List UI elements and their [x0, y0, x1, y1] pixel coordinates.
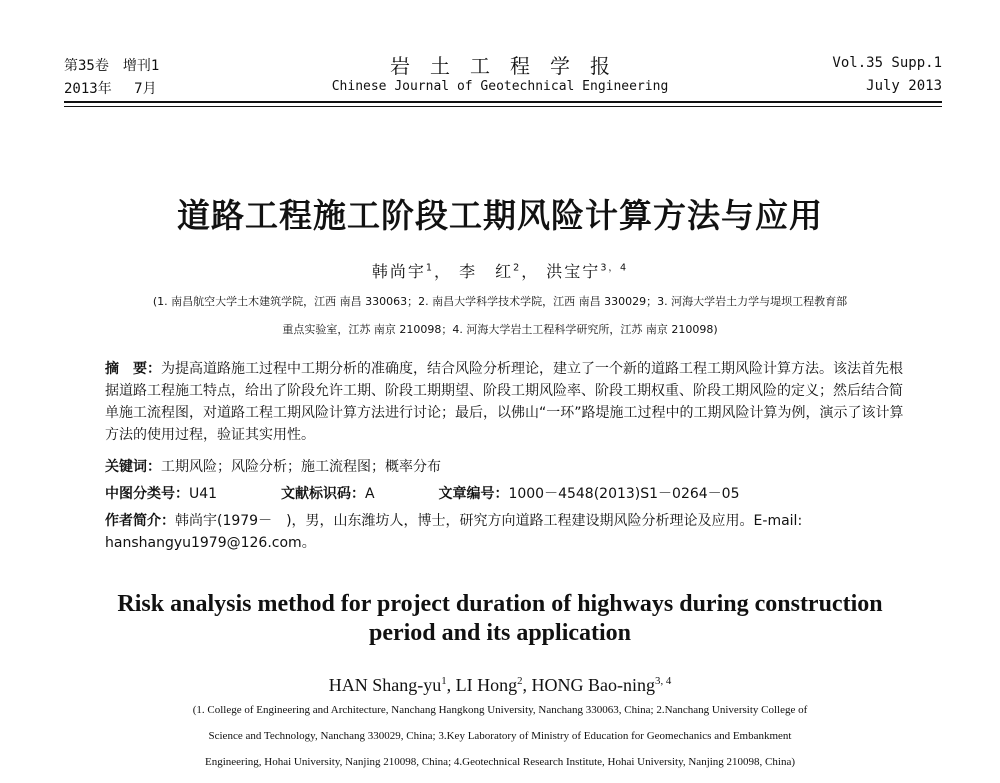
volume-issue-zh: 第35卷 增刊1: [64, 58, 160, 74]
author-affil-mark: 1: [441, 675, 447, 687]
keywords-label: 关键词：: [105, 459, 161, 475]
author-affil-mark: 3, 4: [655, 675, 672, 687]
article-no-label: 文章编号：: [438, 486, 509, 502]
author-affil-mark: 1: [425, 262, 434, 274]
classification-line: [105, 483, 905, 505]
date-zh: 2013年 7月: [64, 81, 157, 97]
paper-title-en: [0, 590, 1000, 648]
clc-value: U41: [189, 486, 218, 502]
author-affil-mark: 3，4: [600, 262, 629, 274]
author-affil-mark: 2: [513, 262, 522, 274]
author-name: 李 红: [459, 262, 514, 281]
author-name: HAN Shang-yu: [328, 675, 442, 695]
journal-name-en: Chinese Journal of Geotechnical Engineering: [331, 79, 669, 94]
bio-label: 作者简介：: [105, 513, 175, 529]
keywords-text: 工期风险；风险分析；施工流程图；概率分布: [161, 459, 441, 475]
article-no-value: 1000－4548(2013)S1－0264－05: [508, 486, 740, 502]
abstract-zh: [105, 358, 905, 446]
affiliations-zh-line2: 重点实验室，江苏 南京 210098；4. 河海大学岩土工程科学研究所，江苏 南京 210098): [282, 323, 718, 336]
header-rule-thick: [64, 101, 942, 103]
paper-title-zh: 道路工程施工阶段工期风险计算方法与应用: [177, 196, 823, 235]
author-bio-zh: [105, 510, 905, 554]
volume-issue-en: Vol.35 Supp.1: [832, 55, 942, 71]
date-en: July 2013: [866, 78, 942, 94]
journal-name-zh: 岩 土 工 程 学 报: [390, 54, 610, 78]
affiliations-en-line1: (1. College of Engineering and Architecture, Nanchang Hangkong University, Nanchang 330063, China; 2.Nanchang University College of: [192, 704, 808, 716]
abstract-label: 摘 要：: [105, 361, 161, 377]
bio-text: 韩尚宇(1979－ )，男，山东潍坊人，博士，研究方向道路工程建设期风险分析理论及应用。E-mail: hanshangyu1979@126.com。: [105, 513, 803, 551]
affiliations-en-line2: Science and Technology, Nanchang 330029, China; 3.Key Laboratory of Ministry of Education for Geomechanics and Embankment: [208, 730, 792, 742]
header-rule-thin: [64, 106, 942, 107]
author-name: HONG Bao-ning: [531, 675, 656, 695]
author-list-zh: 韩尚宇$^1$， 李 红$^2$， 洪宝宁$^{3,4}$: [371, 262, 629, 281]
author-name: 韩尚宇: [371, 262, 426, 281]
author-list-en: HAN Shang-$yu^1$, LI Hong$^2$, HONG Bao-ning$^{3, 4}$: [328, 675, 672, 695]
author-name: LI Hong: [455, 675, 518, 695]
abstract-text: 为提高道路施工过程中工期分析的准确度，结合风险分析理论，建立了一个新的道路工程工期风险计算方法。该法首先根据道路工程施工特点，给出了阶段允许工期、阶段工期期望、阶段工期风险率、阶段工期权重、阶段工期风险的定义；然后结合简单施工流程图，对道路工程工期风险计算方法进行讨论；最后，以佛山“一环”路堤施工过程中的工期风险计算为例，演示了该计算方法的使用过程，验证其实用性。: [105, 361, 904, 443]
affiliations-en-line3: Engineering, Hohai University, Nanjing 210098, China; 4.Geotechnical Research Institute, Hohai University, Nanjing 210098, China): [204, 756, 795, 768]
doc-code-label: 文献标识码：: [280, 486, 365, 502]
author-affil-mark: 2: [517, 675, 523, 687]
affiliations-zh-line1: (1. 南昌航空大学土木建筑学院，江西 南昌 330063；2. 南昌大学科学技术学院，江西 南昌 330029；3. 河海大学岩土力学与堤坝工程教育部: [152, 295, 848, 308]
author-name: 洪宝宁: [546, 262, 601, 281]
keywords-zh: [105, 456, 905, 478]
clc-label: 中图分类号：: [105, 486, 189, 502]
doc-code-value: A: [364, 486, 375, 502]
paper-title-en-text: Risk analysis method for project duration of highways during construction period and its application: [117, 591, 883, 646]
